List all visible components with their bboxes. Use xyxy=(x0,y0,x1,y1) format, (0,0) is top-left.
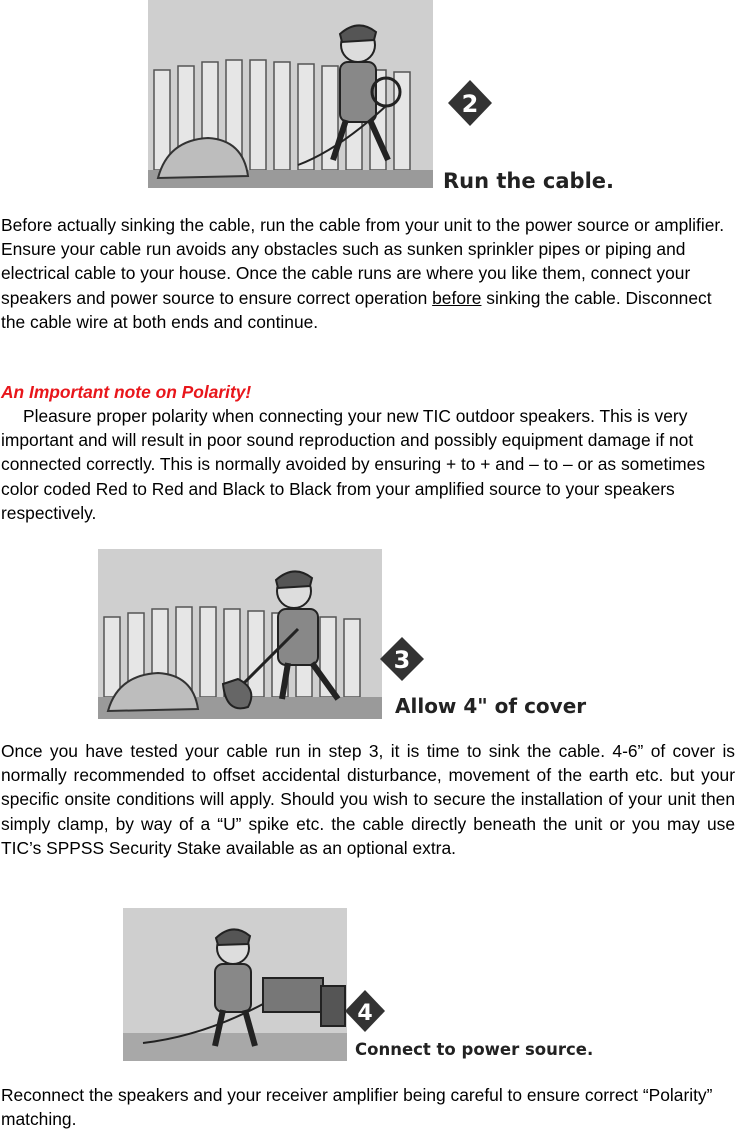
underlined-before: before xyxy=(432,287,482,308)
paragraph-run-cable: Before actually sinking the cable, run the cable from your unit to the power source or amplifier. Ensure your cable run avoids any obstacles such as sunken sprinkler pipes or piping and electrical cable to your house. Once the cable runs are where you like them, connect your speakers and power source to ensure correct operation before sinking the cable. Disconnect the cable wire at both ends and continue. xyxy=(1,215,725,332)
step2-label: Run the cable. xyxy=(443,169,614,192)
step2-number-badge xyxy=(448,80,492,126)
paragraph-reconnect: Reconnect the speakers and your receiver amplifier being careful to ensure correct “Polarity” matching. xyxy=(1,1085,713,1130)
svg-text:3: 3 xyxy=(393,646,411,674)
step4-label: Connect to power source. xyxy=(355,1040,593,1059)
svg-text:2: 2 xyxy=(461,90,479,118)
paragraph-polarity: Pleasure proper polarity when connecting your new TIC outdoor speakers. This is very important and will result in poor sound reproduction and possibly equipment damage if not connected correctly. This is normally avoided by ensuring + to + and – to – or as sometimes color coded Red to Red and Black to Black from your amplified source to your speakers respectively. xyxy=(1,406,706,523)
step3-label: Allow 4" of cover xyxy=(395,694,587,718)
step3-illustration xyxy=(98,549,598,721)
step2-illustration xyxy=(148,0,618,192)
step4-illustration xyxy=(123,908,593,1064)
step4-number-badge xyxy=(345,990,385,1032)
paragraph-sink-cable: Once you have tested your cable run in step 3, it is time to sink the cable. 4-6” of cover is normally recommended to offset accidental disturbance, movement of the earth etc. but your specific onsite conditions will apply. Should you wish to secure the installation of your unit then simply clamp, by way of a “U” spike etc. the cable directly beneath the unit or you may use TIC’s SPPSS Security Stake available as an optional extra. xyxy=(1,741,735,858)
step3-number-badge xyxy=(380,637,424,681)
polarity-heading: An Important note on Polarity! xyxy=(1,382,252,402)
svg-text:4: 4 xyxy=(357,1001,373,1026)
